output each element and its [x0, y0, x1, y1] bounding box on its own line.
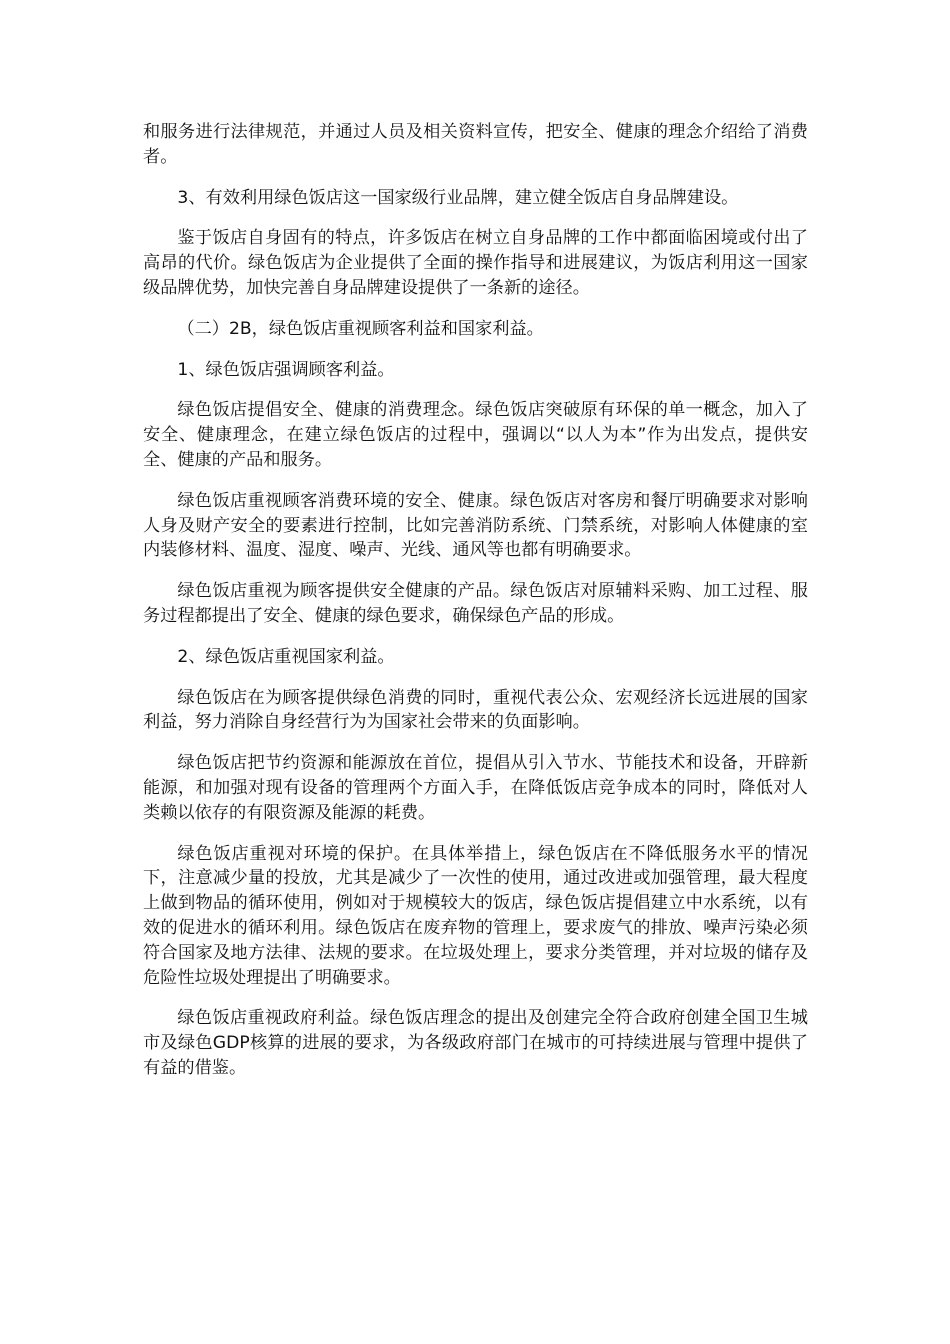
paragraph: 绿色饭店把节约资源和能源放在首位，提倡从引入节水、节能技术和设备，开辟新能源，和加强对现有设备的管理两个方面入手，在降低饭店竞争成本的同时，降低对人类赖以依存的有限资源及能源的耗费。: [143, 753, 808, 823]
list-item-3: 3、有效利用绿色饭店这一国家级行业品牌，建立健全饭店自身品牌建设。: [177, 187, 739, 208]
paragraph: 绿色饭店重视顾客消费环境的安全、健康。绿色饭店对客房和餐厅明确要求对影响人身及财产安全的要素进行控制，比如完善消防系统、门禁系统，对影响人体健康的室内装修材料、温度、湿度、噪声、光线、通风等也都有明确要求。: [143, 490, 808, 561]
document-page: [143, 120, 808, 1097]
paragraph: 绿色饭店提倡安全、健康的消费理念。绿色饭店突破原有环保的单一概念，加入了安全、健康理念，在建立绿色饭店的过程中，强调以“以人为本”作为出发点，提供安全、健康的产品和服务。: [143, 400, 808, 470]
paragraph: 绿色饭店重视对环境的保护。在具体举措上，绿色饭店在不降低服务水平的情况下，注意减少量的投放，尤其是减少了一次性的使用，通过改进或加强管理，最大程度上做到物品的循环使用，例如对于规模较大的饭店，绿色饭店提倡建立中水系统，以有效的促进水的循环利用。绿色饭店在废弃物的管理上，要求废气的排放、噪声污染必须符合国家及地方法律、法规的要求。在垃圾处理上，要求分类管理，并对垃圾的储存及危险性垃圾处理提出了明确要求。: [143, 843, 808, 988]
paragraph: 绿色饭店在为顾客提供绿色消费的同时，重视代表公众、宏观经济长远进展的国家利益，努力消除自身经营行为为国家社会带来的负面影响。: [143, 687, 808, 733]
paragraph: 鉴于饭店自身固有的特点，许多饭店在树立自身品牌的工作中都面临困境或付出了高昂的代价。绿色饭店为企业提供了全面的操作指导和进展建议，为饭店利用这一国家级品牌优势，加快完善自身品牌建设提供了一条新的途径。: [143, 228, 808, 298]
paragraph-continuation: 和服务进行法律规范，并通过人员及相关资料宣传，把安全、健康的理念介绍给了消费者。: [143, 122, 808, 167]
list-item-2: 2、绿色饭店重视国家利益。: [177, 646, 395, 667]
section-heading: （二）2B，绿色饭店重视顾客利益和国家利益。: [177, 318, 544, 339]
list-item-1: 1、绿色饭店强调顾客利益。: [177, 359, 395, 380]
paragraph: 绿色饭店重视为顾客提供安全健康的产品。绿色饭店对原辅料采购、加工过程、服务过程都提出了安全、健康的绿色要求，确保绿色产品的形成。: [143, 581, 808, 626]
paragraph: 绿色饭店重视政府利益。绿色饭店理念的提出及创建完全符合政府创建全国卫生城市及绿色GDP核算的进展的要求，为各级政府部门在城市的可持续进展与管理中提供了有益的借鉴。: [143, 1008, 808, 1078]
